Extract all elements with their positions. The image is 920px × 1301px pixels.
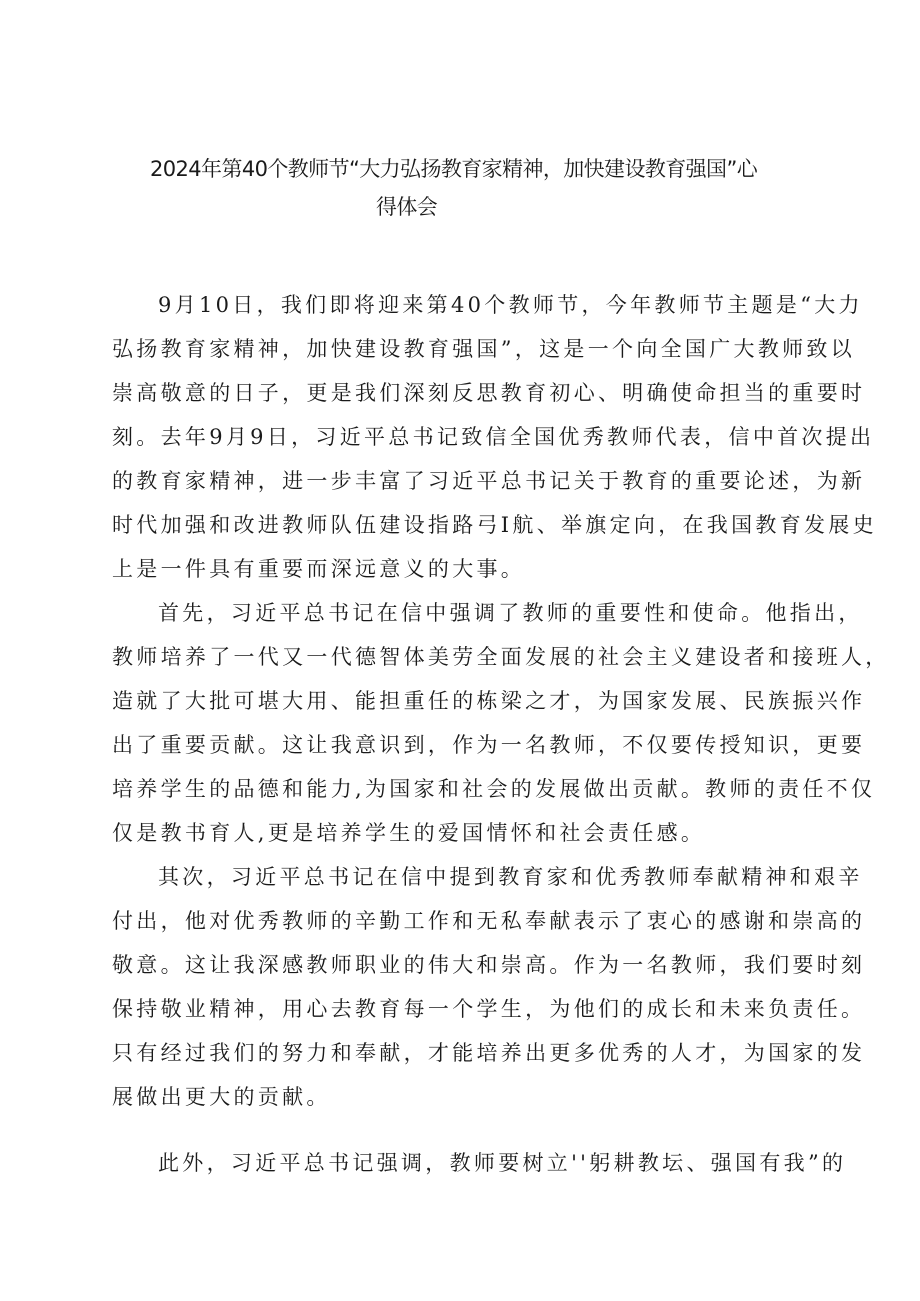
paragraph-2	[112, 591, 890, 855]
text-line: 此外，习近平总书记强调，教师要树立''躬耕教坛、强国有我”的	[158, 1151, 847, 1175]
text-line: 仅是教书育人,更是培养学生的爱国情怀和社会责任感。	[112, 821, 706, 845]
paragraph-4	[112, 1141, 847, 1185]
text-line: 崇高敬意的日子，更是我们深刻反思教育初心、明确使命担当的重要时	[112, 381, 866, 405]
text-line: 9月10日，我们即将迎来第40个教师节，今年教师节主题是“大力	[158, 293, 863, 317]
document-body	[112, 283, 890, 1185]
text-line: 出了重要贡献。这让我意识到，作为一名教师，不仅要传授知识，更要	[112, 733, 866, 757]
text-line: 其次，习近平总书记在信中提到教育家和优秀教师奉献精神和艰辛	[158, 865, 863, 889]
text-line: 时代加强和改进教师队伍建设指路弓I航、举旗定向，在我国教育发展史	[112, 513, 877, 537]
text-line: 敬意。这让我深感教师职业的伟大和崇高。作为一名教师，我们要时刻	[112, 953, 866, 977]
text-line: 刻。去年9月9日，习近平总书记致信全国优秀教师代表，信中首次提出	[112, 425, 875, 449]
text-line: 造就了大批可堪大用、能担重任的栋梁之才，为国家发展、民族振兴作	[112, 689, 866, 713]
text-line: 弘扬教育家精神，加快建设教育强国”，这是一个向全国广大教师致以	[112, 337, 856, 361]
document-title	[150, 150, 850, 226]
text-line: 只有经过我们的努力和奉献，才能培养出更多优秀的人才，为国家的发	[112, 1041, 866, 1065]
text-line: 的教育家精神，进一步丰富了习近平总书记关于教育的重要论述，为新	[112, 469, 866, 493]
title-line-2: 得体会	[376, 195, 438, 219]
text-line: 展做出更大的贡献。	[112, 1085, 331, 1109]
text-line: 上是一件具有重要而深远意义的大事。	[112, 557, 526, 581]
paragraph-1	[112, 283, 877, 591]
text-line: 付出，他对优秀教师的辛勤工作和无私奉献表示了衷心的感谢和崇高的	[112, 909, 866, 933]
text-line: 首先，习近平总书记在信中强调了教师的重要性和使命。他指出，	[158, 601, 863, 625]
text-line: 培养学生的品德和能力,为国家和社会的发展做出贡献。教师的责任不仅	[112, 777, 876, 801]
paragraph-3	[112, 855, 866, 1119]
text-line: 保持敬业精神，用心去教育每一个学生，为他们的成长和未来负责任。	[112, 997, 866, 1021]
title-line-1: 2024年第40个教师节“大力弘扬教育家精神，加快建设教育强国”心	[150, 157, 758, 181]
paragraph-spacer	[112, 1119, 832, 1141]
text-line: 教师培养了一代又一代德智体美劳全面发展的社会主义建设者和接班人，	[112, 645, 890, 669]
